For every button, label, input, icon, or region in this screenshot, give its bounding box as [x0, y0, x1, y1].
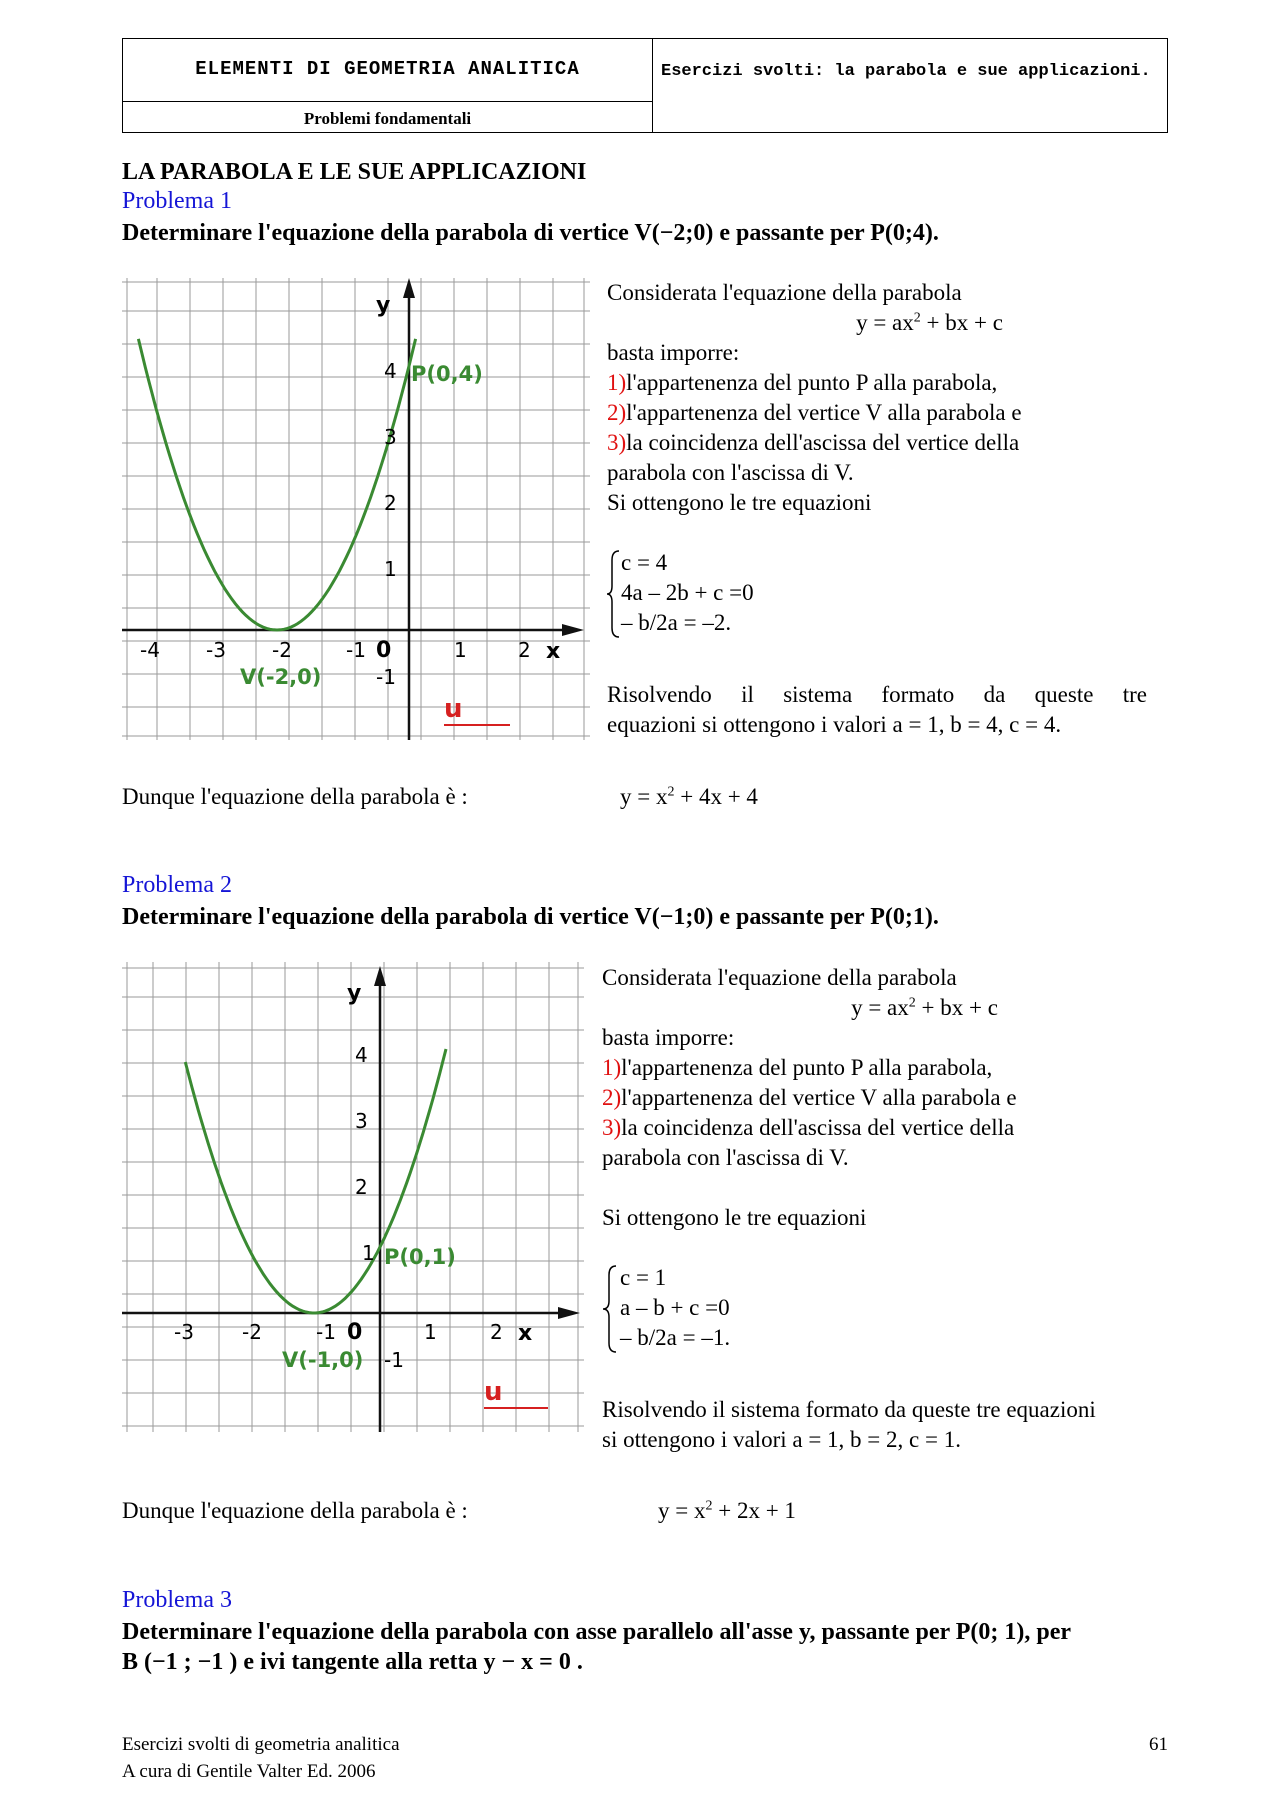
- condition-text: l'appartenenza del vertice V alla parabola e: [626, 400, 1022, 425]
- x-tick-label: -4: [140, 638, 160, 662]
- condition-text: l'appartenenza del vertice V alla parabola e: [621, 1085, 1017, 1110]
- solution-line-1: Risolvendo il sistema formato da queste tre: [607, 682, 1147, 707]
- condition-2: [607, 398, 1252, 428]
- y-tick-label: 2: [384, 491, 397, 515]
- y-tick-label: -1: [384, 1348, 404, 1372]
- x-tick-label: -1: [346, 638, 366, 662]
- condition-number: 2): [602, 1085, 622, 1110]
- header-table: [122, 38, 1168, 133]
- condition-3-cont: parabola con l'ascissa di V.: [602, 1145, 849, 1170]
- page-number: 61: [1149, 1734, 1168, 1755]
- problem-1-graph: [122, 278, 590, 740]
- result-exponent: 2: [667, 784, 675, 800]
- eq-suffix: + bx + c: [920, 310, 1003, 335]
- problem-2-statement: Determinare l'equazione della parabola di vertice V(−1;0) e passante per P(0;1).: [122, 904, 939, 930]
- si-ottengono-line: Si ottengono le tre equazioni: [602, 1205, 867, 1230]
- condition-number: 2): [607, 400, 627, 425]
- condition-text: la coincidenza dell'ascissa del vertice della: [626, 430, 1020, 455]
- x-tick-label: -1: [316, 1320, 336, 1344]
- condition-2: [602, 1083, 1247, 1113]
- vertex-label: V(-2,0): [240, 665, 322, 689]
- x-tick-label: 2: [490, 1320, 503, 1344]
- condition-text: l'appartenenza del punto P alla parabola,: [626, 370, 998, 395]
- condition-3: [602, 1113, 1247, 1143]
- eq-exponent: 2: [913, 310, 921, 326]
- condition-3: [607, 428, 1252, 458]
- equation-system: [607, 548, 1252, 638]
- intro-line: Considerata l'equazione della parabola: [602, 965, 957, 990]
- result-prefix: y = x: [658, 1498, 706, 1523]
- y-tick-label: 4: [384, 359, 397, 383]
- x-tick-label: 0: [347, 1320, 363, 1345]
- general-equation: [607, 308, 1252, 338]
- condition-number: 3): [602, 1115, 622, 1140]
- result-exponent: 2: [705, 1498, 713, 1514]
- result-suffix: + 4x + 4: [674, 784, 758, 809]
- system-eq-1: c = 1: [620, 1265, 667, 1290]
- parabola-curve: [138, 339, 415, 630]
- system-eq-1: c = 4: [621, 550, 668, 575]
- parabola-curve: [185, 1049, 446, 1313]
- system-brace: [607, 548, 621, 640]
- x-tick-label: 2: [518, 638, 531, 662]
- x-axis-label: x: [518, 1321, 533, 1346]
- y-tick-label: 2: [355, 1175, 368, 1199]
- problem-3-statement-line-2: B (−1 ; −1 ) e ivi tangente alla retta y − x = 0 .: [122, 1649, 583, 1675]
- problem-1-statement: Determinare l'equazione della parabola di vertice V(−2;0) e passante per P(0;4).: [122, 220, 939, 246]
- system-eq-2: a – b + c =0: [620, 1295, 730, 1320]
- problem-3-statement-line-1: Determinare l'equazione della parabola con asse parallelo all'asse y, passante per P(0; 1), per: [122, 1619, 1072, 1645]
- system-brace: [602, 1263, 618, 1355]
- point-label: P(0,4): [411, 362, 483, 386]
- y-tick-label: -1: [376, 665, 396, 689]
- equation-system: [602, 1263, 1247, 1353]
- condition-text: la coincidenza dell'ascissa del vertice della: [621, 1115, 1015, 1140]
- point-label: P(0,1): [384, 1245, 456, 1269]
- grid: [122, 278, 590, 740]
- y-axis-arrow: [403, 278, 415, 298]
- footer: [122, 1731, 400, 1785]
- eq-prefix: y = ax: [851, 995, 909, 1020]
- result-prefix: y = x: [620, 784, 668, 809]
- x-tick-label: 0: [376, 638, 392, 663]
- x-axis-arrow: [558, 1307, 580, 1319]
- footer-line-1: Esercizi svolti di geometria analitica: [122, 1734, 400, 1755]
- y-tick-label: 3: [384, 425, 397, 449]
- unit-label: u: [444, 694, 463, 724]
- x-tick-label: -2: [272, 638, 292, 662]
- problem-1-label: Problema 1: [122, 188, 232, 214]
- solution-line-2: si ottengono i valori a = 1, b = 2, c = 1.: [602, 1427, 961, 1452]
- problem-1-conclusion: Dunque l'equazione della parabola è :: [122, 784, 468, 809]
- intro-line: Considerata l'equazione della parabola: [607, 280, 962, 305]
- x-tick-label: 1: [454, 638, 467, 662]
- section-title: LA PARABOLA E LE SUE APPLICAZIONI: [122, 159, 587, 185]
- unit-label: u: [484, 1377, 503, 1407]
- y-tick-label: 4: [355, 1043, 368, 1067]
- solution-line-2: equazioni si ottengono i valori a = 1, b = 4, c = 4.: [607, 712, 1062, 737]
- condition-number: 3): [607, 430, 627, 455]
- footer-line-2: A cura di Gentile Valter Ed. 2006: [122, 1761, 376, 1782]
- condition-text: l'appartenenza del punto P alla parabola,: [621, 1055, 993, 1080]
- x-axis-label: x: [546, 639, 561, 664]
- condition-1: [607, 368, 1252, 398]
- x-tick-label: -3: [206, 638, 226, 662]
- system-eq-3: – b/2a = –2.: [621, 610, 732, 635]
- vertex-label: V(-1,0): [282, 1348, 364, 1372]
- x-tick-label: -2: [242, 1320, 262, 1344]
- problem-2-explanation: [602, 963, 1247, 1455]
- result-suffix: + 2x + 1: [712, 1498, 796, 1523]
- problem-2-result: [658, 1496, 796, 1526]
- condition-number: 1): [602, 1055, 622, 1080]
- x-tick-label: 1: [424, 1320, 437, 1344]
- x-axis-arrow: [562, 624, 584, 636]
- problem-2-label: Problema 2: [122, 872, 232, 898]
- problem-3-label: Problema 3: [122, 1587, 232, 1613]
- header-title: ELEMENTI DI GEOMETRIA ANALITICA: [123, 39, 652, 102]
- header-subtitle: Problemi fondamentali: [303, 109, 472, 128]
- problem-2-conclusion: Dunque l'equazione della parabola è :: [122, 1498, 468, 1523]
- eq-suffix: + bx + c: [915, 995, 998, 1020]
- x-tick-label: -3: [174, 1320, 194, 1344]
- condition-1: [602, 1053, 1247, 1083]
- general-equation: [602, 993, 1247, 1023]
- y-axis-label: y: [376, 293, 391, 318]
- solution-line-1: Risolvendo il sistema formato da queste tre equazioni: [602, 1397, 1096, 1422]
- header-topic: Esercizi svolti: la parabola e sue applicazioni.: [661, 62, 1151, 81]
- y-tick-label: 3: [355, 1109, 368, 1133]
- condition-3-cont: parabola con l'ascissa di V.: [607, 460, 854, 485]
- si-ottengono-line: Si ottengono le tre equazioni: [607, 490, 872, 515]
- condition-number: 1): [607, 370, 627, 395]
- eq-prefix: y = ax: [856, 310, 914, 335]
- y-tick-label: 1: [384, 557, 397, 581]
- y-axis-label: y: [347, 981, 362, 1006]
- header-left-cell: [123, 39, 653, 132]
- basta-line: basta imporre:: [602, 1025, 735, 1050]
- y-tick-label: 1: [362, 1241, 375, 1265]
- problem-1-result: [620, 782, 758, 812]
- eq-exponent: 2: [908, 995, 916, 1011]
- system-eq-2: 4a – 2b + c =0: [621, 580, 754, 605]
- system-eq-3: – b/2a = –1.: [620, 1325, 731, 1350]
- problem-1-explanation: [607, 278, 1252, 740]
- basta-line: basta imporre:: [607, 340, 740, 365]
- problem-2-graph: [122, 962, 584, 1432]
